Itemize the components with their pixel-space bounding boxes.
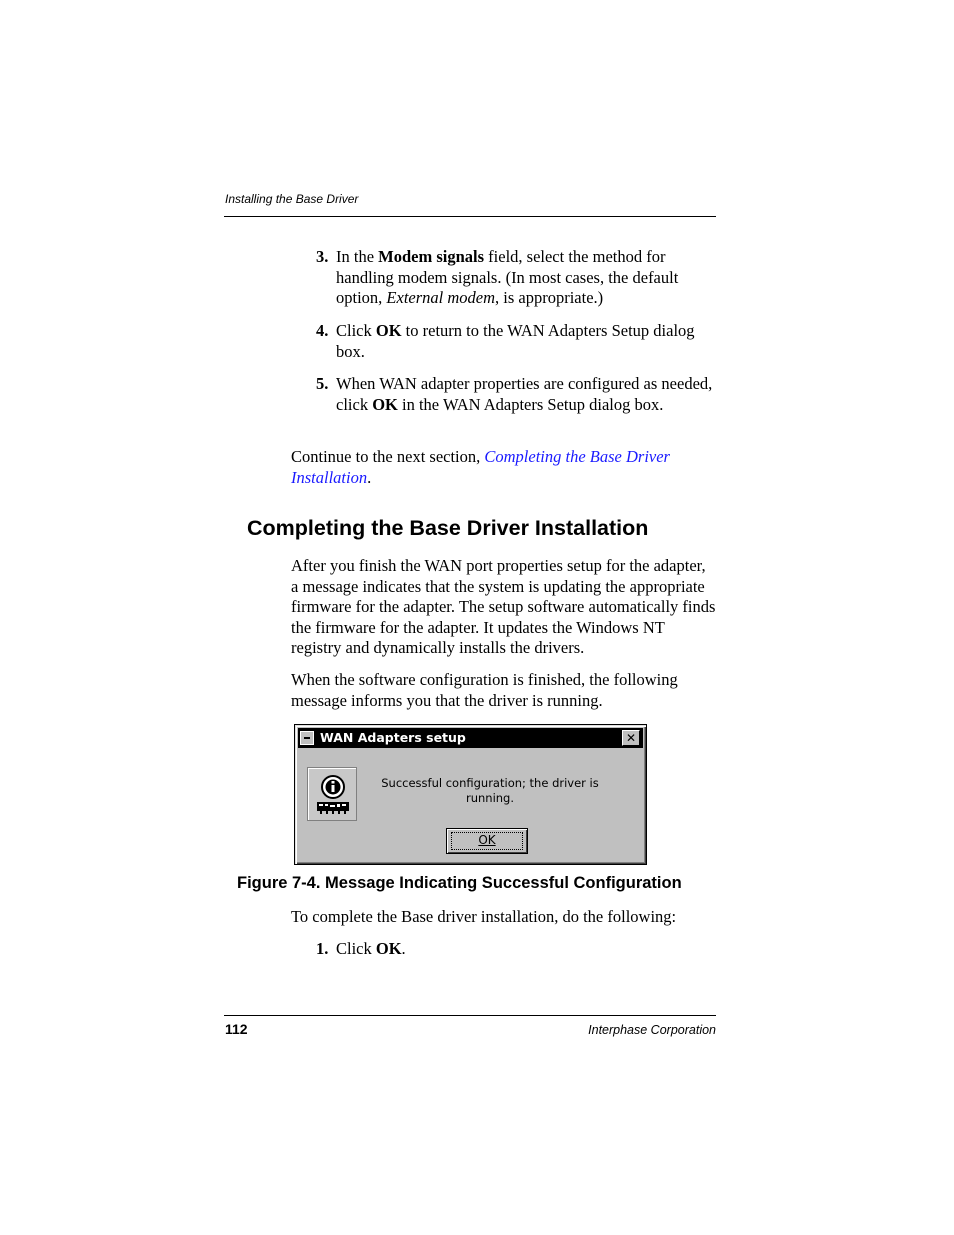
ok-button-label: OK: [478, 833, 496, 847]
step-4: [316, 321, 716, 363]
dialog-message: Successful configuration; the driver is running.: [381, 776, 599, 805]
figure-caption: Figure 7-4. Message Indicating Successful Configuration: [237, 874, 682, 892]
step-number: 5.: [316, 374, 329, 393]
step-5: [316, 374, 716, 436]
footer-company: Interphase Corporation: [588, 1023, 716, 1037]
step-text: Click OK to return to the WAN Adapters Setup dialog box.: [336, 321, 695, 361]
section-link[interactable]: Completing the Base Driver Installation: [291, 447, 670, 487]
ok-button[interactable]: [446, 828, 528, 854]
step-text: Click OK.: [336, 939, 406, 958]
dialog-titlebar: [298, 728, 643, 748]
info-icon: [307, 767, 357, 821]
section-heading: Completing the Base Driver Installation: [247, 516, 649, 540]
modem-signals-term: Modem signals: [378, 247, 485, 266]
section-paragraph-2: When the software configuration is finished, the following message informs you that the driver is running.: [291, 670, 678, 710]
step-number: 1.: [316, 939, 329, 958]
page-number: 112: [225, 1021, 248, 1037]
section-paragraph-1: After you finish the WAN port properties setup for the adapter, a message indicates that the system is updating the appropriate firmware for the adapter. The setup software automatically finds the firmware for the adapter. It updates the Windows NT registry and dynamically installs the drivers.: [291, 556, 716, 657]
continue-paragraph: Continue to the next section, Completing the Base Driver Installation.: [291, 447, 670, 487]
after-intro: To complete the Base driver installation, do the following:: [291, 907, 677, 926]
footer-rule: [224, 1015, 716, 1016]
running-header: Installing the Base Driver: [225, 192, 359, 206]
step-1: [316, 939, 716, 961]
close-button[interactable]: ✕: [622, 730, 640, 746]
step-number: 4.: [316, 321, 329, 340]
header-rule: [224, 216, 716, 217]
step-text: In the Modem signals field, select the method for handling modem signals. (In most cases, the default option, External modem, is appropriate.): [336, 247, 679, 307]
step-number: 3.: [316, 247, 329, 266]
wan-adapters-dialog: [294, 724, 647, 865]
window-menu-icon[interactable]: [300, 731, 314, 745]
external-modem-term: External modem: [386, 288, 496, 307]
step-text: When WAN adapter properties are configured as needed, click OK in the WAN Adapters Setup dialog box.: [336, 374, 713, 414]
dialog-title: WAN Adapters setup: [320, 730, 466, 745]
step-3: [316, 247, 716, 309]
